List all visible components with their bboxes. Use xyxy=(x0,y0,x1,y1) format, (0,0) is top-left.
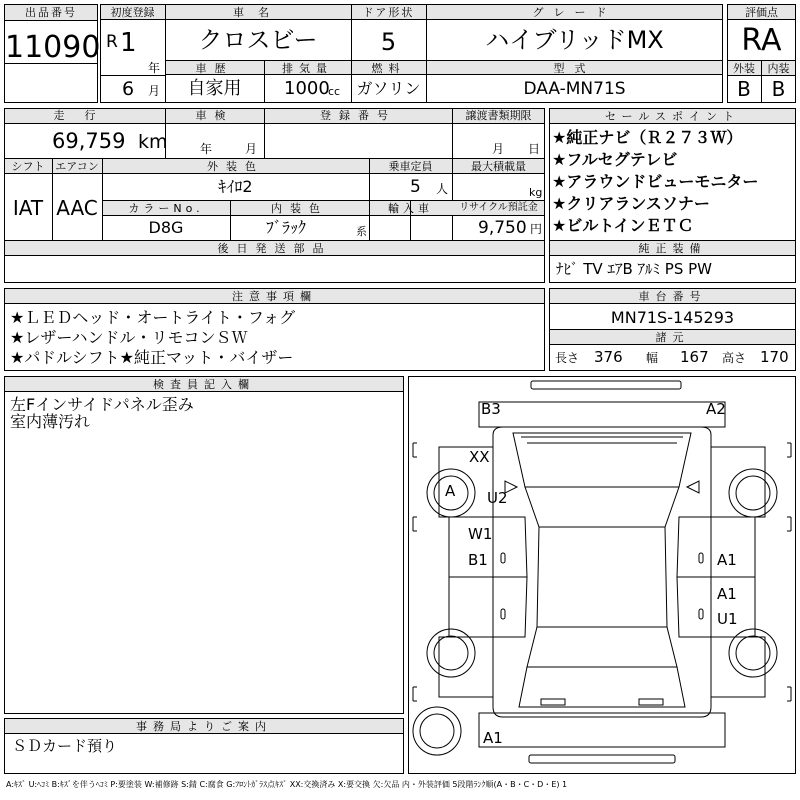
mark-u2: U2 xyxy=(487,489,508,507)
lot-box xyxy=(4,4,101,103)
equipment: ﾅﾋﾞ TV ｴｱB ｱﾙﾐ PS PW xyxy=(556,260,712,278)
mileage: 69,759 xyxy=(52,129,126,153)
inspector-line-1: 左Fインサイドパネル歪み xyxy=(10,395,194,414)
note-line-2: ★レザーハンドル・リモコンＳＷ xyxy=(10,328,248,347)
int-score: B xyxy=(771,77,786,101)
car-name: クロスビー xyxy=(198,26,318,54)
displacement-label: 排気量 xyxy=(282,62,333,75)
inspection-year: 年 xyxy=(200,142,213,156)
mileage-label: 走行 xyxy=(53,109,116,122)
load-unit: kg xyxy=(529,186,543,199)
ac: AAC xyxy=(56,196,98,220)
door: 5 xyxy=(380,28,397,56)
mark-a1-bottom: A1 xyxy=(483,729,503,747)
shift-label: シフト xyxy=(11,160,45,173)
capacity: 5 xyxy=(410,177,421,197)
lot-label: 出品番号 xyxy=(5,5,97,21)
fuel: ガソリン xyxy=(356,79,421,98)
width-label: 幅 xyxy=(646,351,659,365)
load-label: 最大積載量 xyxy=(471,160,526,173)
grade-label: グレード xyxy=(532,6,617,19)
notes-label: 注意事項欄 xyxy=(232,290,317,303)
int-color-label: 内装色 xyxy=(271,202,328,215)
month-unit: 月 xyxy=(148,84,161,98)
note-line-1: ★ＬＥＤヘッド・オートライト・フォグ xyxy=(10,308,296,327)
ext-label: 外装 xyxy=(733,62,755,75)
mileage-unit: km xyxy=(138,131,168,153)
mark-b3: B3 xyxy=(481,400,501,418)
door-label: ドア形状 xyxy=(362,6,415,19)
displacement: 1000 xyxy=(284,78,330,99)
recycle-amount: 9,750 xyxy=(478,218,527,238)
transfer-month: 月 xyxy=(492,142,505,156)
office-text: ＳＤカード預り xyxy=(12,737,118,755)
recycle-unit: 円 xyxy=(530,222,543,236)
length-label: 長さ xyxy=(555,351,580,365)
displacement-unit: cc xyxy=(328,85,341,98)
car-name-label: 車名 xyxy=(233,6,283,19)
mark-xx: XX xyxy=(469,448,490,466)
ext-score: B xyxy=(737,77,751,101)
transfer-label: 譲渡書類期限 xyxy=(465,109,532,122)
dims-label: 諸元 xyxy=(655,331,690,344)
height: 170 xyxy=(760,348,789,366)
inspection-month: 月 xyxy=(245,142,258,156)
ext-color-label: 外装色 xyxy=(207,160,264,173)
score: RA xyxy=(741,23,782,58)
model-label: 型式 xyxy=(553,62,596,75)
capacity-label: 乗車定員 xyxy=(388,160,433,173)
lot-number: 11090 xyxy=(5,30,101,65)
car-diagram-box xyxy=(408,376,796,774)
mark-a1-rear-right: A1 xyxy=(717,585,737,603)
model: DAA-MN71S xyxy=(523,79,626,99)
grade: ハイブリッドMX xyxy=(485,26,664,54)
year-unit: 年 xyxy=(148,61,161,75)
shift: IAT xyxy=(12,196,44,220)
sales-point-1: ★純正ナビ（Ｒ２７３Ｗ） xyxy=(552,128,743,147)
sales-point-5: ★ビルトインＥＴＣ xyxy=(552,216,694,235)
era: R xyxy=(106,32,118,52)
first-reg-label: 初度登録 xyxy=(110,6,155,19)
width: 167 xyxy=(680,348,709,366)
capacity-unit: 人 xyxy=(436,182,449,196)
int-label: 内装 xyxy=(767,62,790,75)
transfer-day: 日 xyxy=(528,142,541,156)
chassis-number: MN71S-145293 xyxy=(610,308,735,327)
length: 376 xyxy=(594,348,623,366)
chassis-label: 車台番号 xyxy=(638,290,707,303)
mark-b1: B1 xyxy=(468,551,488,569)
office-label: 事務局よりご案内 xyxy=(136,720,272,733)
ext-color: ｷｲﾛ2 xyxy=(218,177,253,196)
color-no-label: カラーNo. xyxy=(128,202,204,215)
height-label: 高さ xyxy=(722,351,747,365)
fuel-label: 燃料 xyxy=(371,62,406,75)
inspector-label: 検査員記入欄 xyxy=(153,378,255,391)
first-reg-year: 1 xyxy=(120,28,137,58)
sales-point-2: ★フルセグテレビ xyxy=(552,150,678,169)
equipment-label: 純正装備 xyxy=(638,242,707,255)
mark-a2: A2 xyxy=(706,400,726,418)
score-label: 評価点 xyxy=(745,6,778,19)
sales-points-label: セールスポイント xyxy=(604,110,740,123)
note-line-3: ★パドルシフト★純正マット・バイザー xyxy=(10,348,294,367)
legend: A:ｷｽﾞ U:ﾍｺﾐ B:ｷｽﾞを伴うﾍｺﾐ P:要塗装 W:補修跡 S:錆 C:腐食 G:ﾌﾛﾝﾄｶﾞﾗｽ点ｷｽﾞ XX:交換済み X:要交換 欠:欠品 内・外装評価 5段階ﾗﾝｸ順(A・B・C・D・E) 1 xyxy=(6,780,568,789)
sales-point-3: ★アラウンドビューモニター xyxy=(552,172,759,191)
history-label: 車歴 xyxy=(195,62,234,75)
sales-point-4: ★クリアランスソナー xyxy=(552,194,710,213)
color-no: D8G xyxy=(148,218,184,237)
car-diagram xyxy=(409,377,795,773)
recycle-label: リサイクル預託金 xyxy=(459,202,538,213)
mark-a1-right: A1 xyxy=(717,551,737,569)
int-color-unit: 系 xyxy=(356,225,367,238)
later-parts-label: 後日発送部品 xyxy=(217,242,332,255)
import-label: 輸入車 xyxy=(388,202,433,215)
first-reg-month: 6 xyxy=(122,78,135,100)
mark-a-tire: A xyxy=(445,482,456,500)
inspection-label: 車検 xyxy=(195,109,234,122)
ac-label: エアコン xyxy=(55,160,99,173)
history: 自家用 xyxy=(187,78,242,99)
mark-w1: W1 xyxy=(468,525,493,543)
plate-label: 登録番号 xyxy=(320,109,396,122)
inspector-line-2: 室内薄汚れ xyxy=(10,412,91,431)
mark-u1: U1 xyxy=(717,610,738,628)
int-color: ﾌﾞﾗｯｸ xyxy=(266,218,307,237)
